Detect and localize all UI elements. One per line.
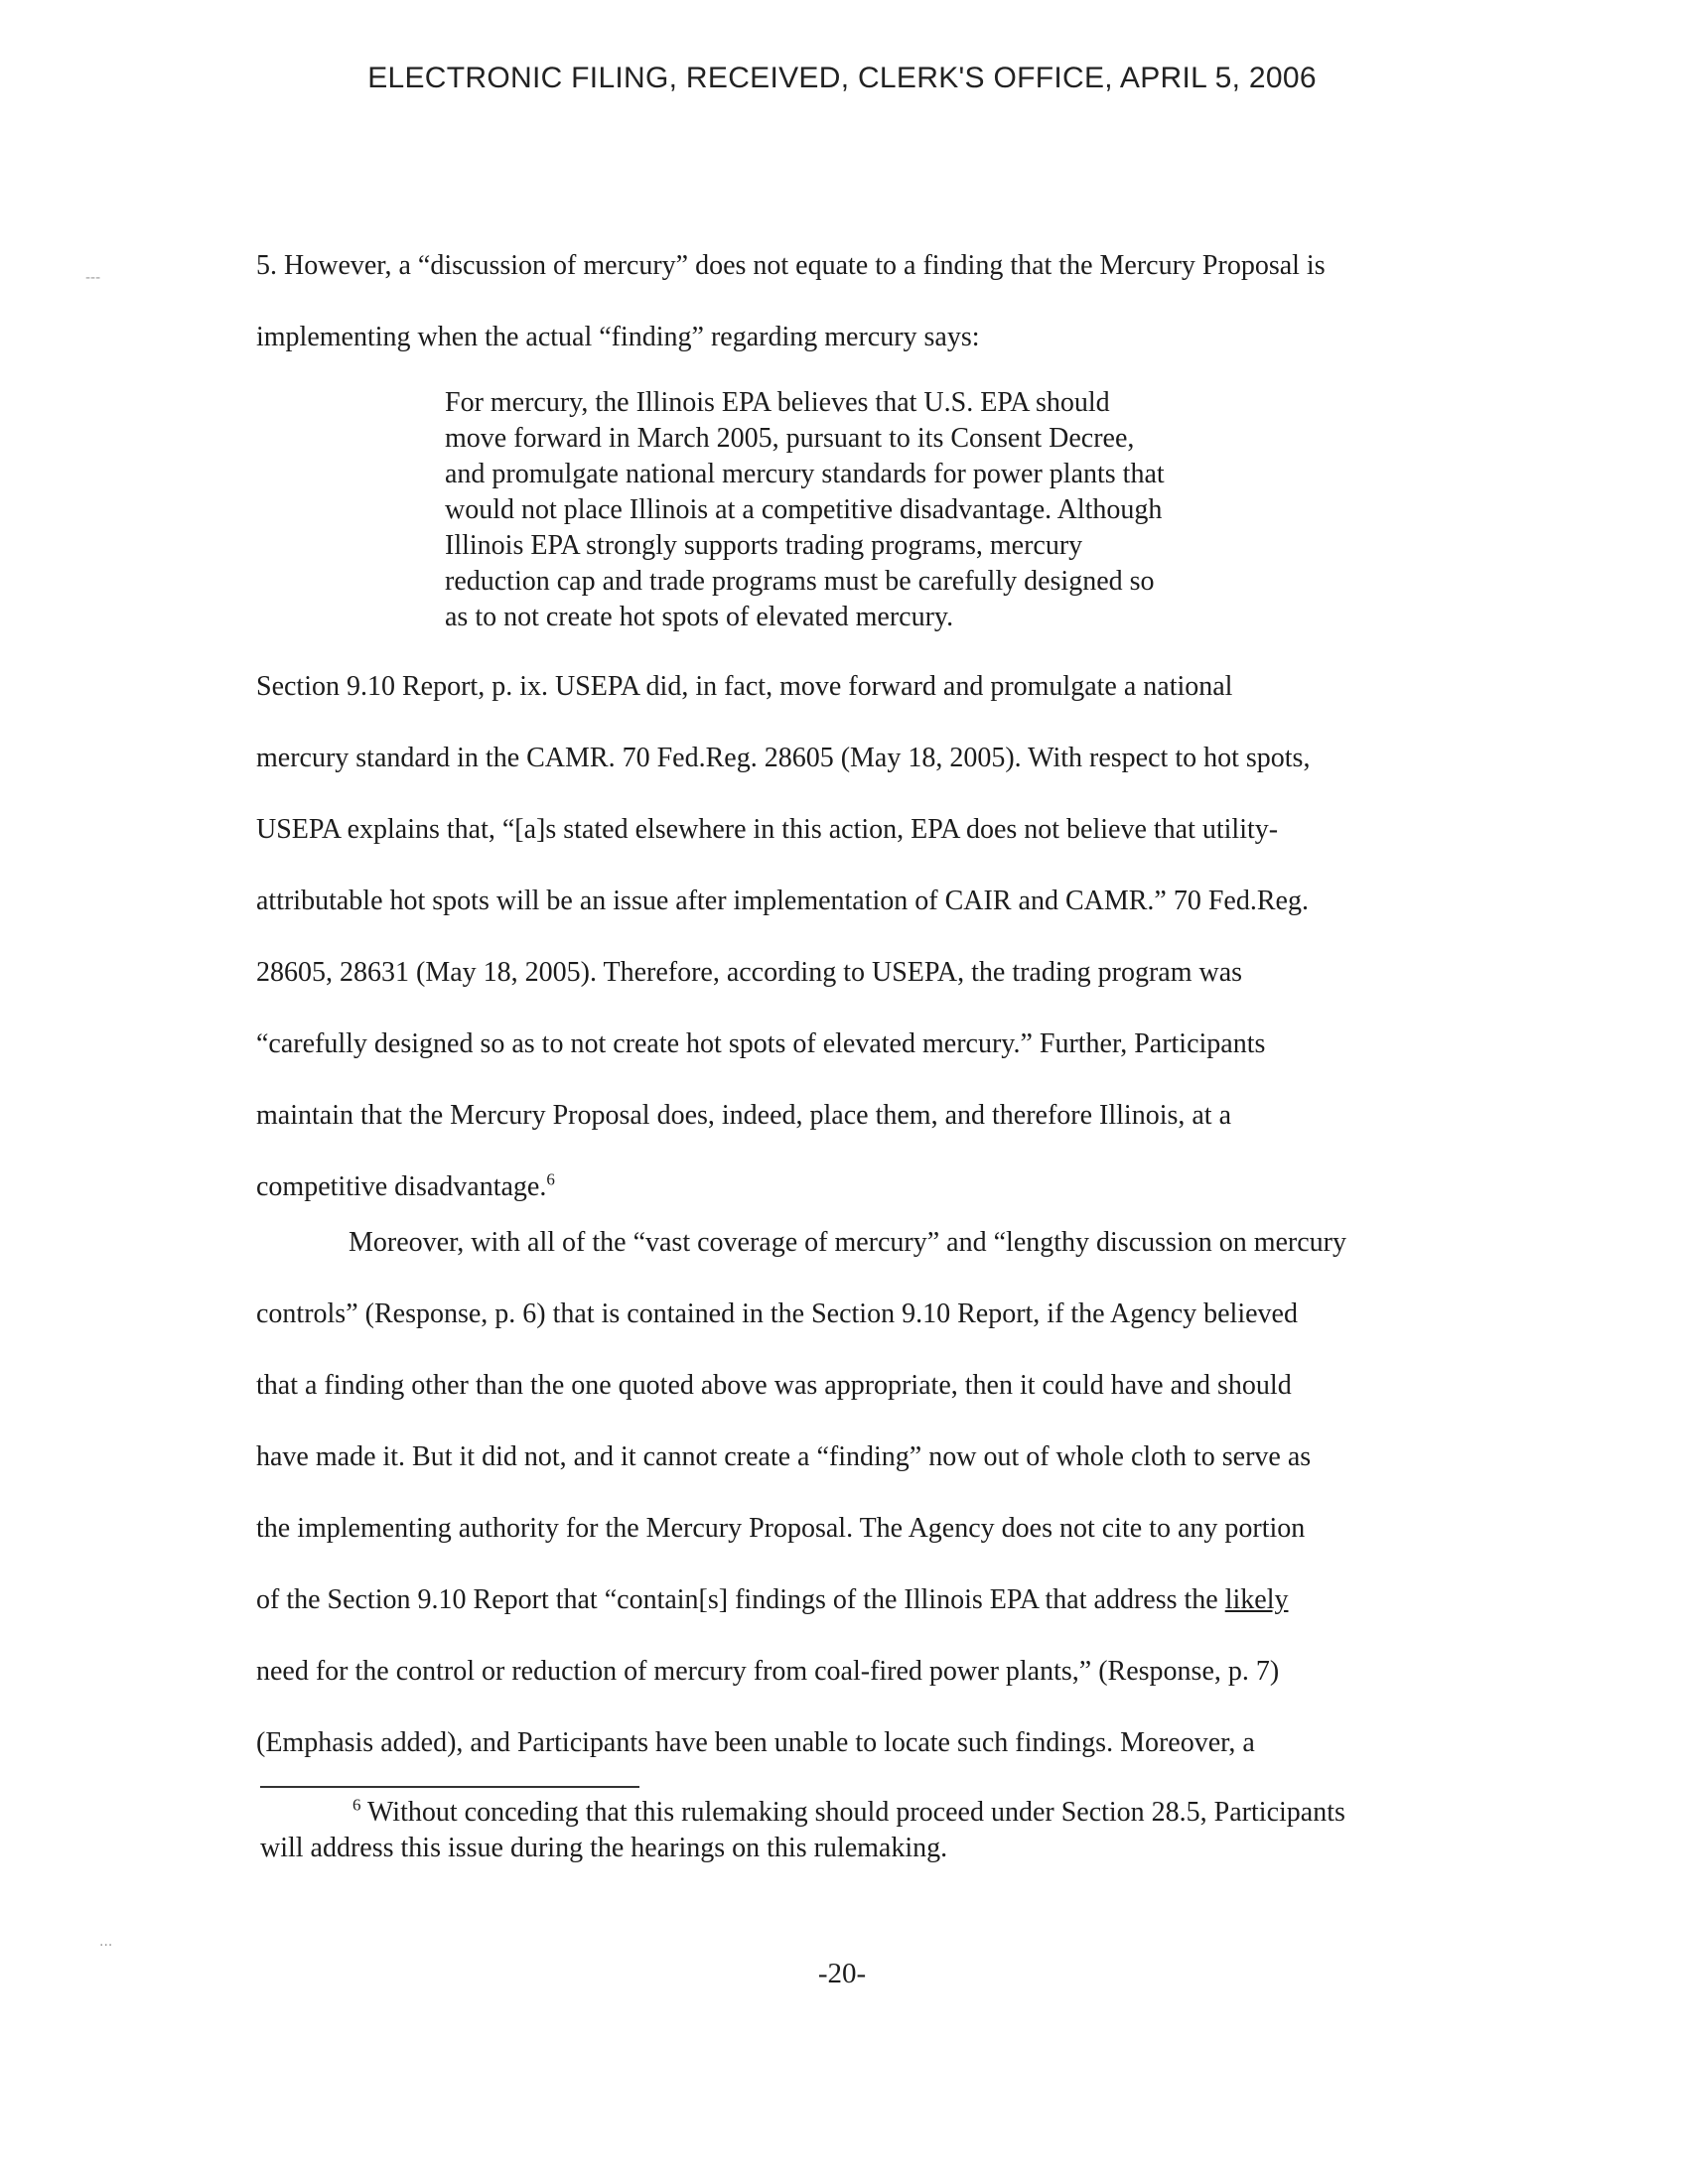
- quote-line: Illinois EPA strongly supports trading programs, mercury: [445, 530, 1083, 561]
- paragraph-moreover: [256, 1207, 1487, 1779]
- paragraph-text: of the Section 9.10 Report that “contain[s] findings of the Illinois EPA that address the: [256, 1584, 1225, 1615]
- paragraph-citation: [256, 651, 1487, 1223]
- paragraph-line: implementing when the actual “finding” regarding mercury says:: [256, 322, 980, 352]
- paragraph-line: 5. However, a “discussion of mercury” does not equate to a finding that the Mercury Proposal is: [256, 250, 1326, 281]
- paragraph-line: Moreover, with all of the “vast coverage of mercury” and “lengthy discussion on mercury: [349, 1227, 1346, 1258]
- quote-line: reduction cap and trade programs must be carefully designed so: [445, 566, 1155, 597]
- paragraph-line: need for the control or reduction of mercury from coal-fired power plants,” (Response, p. 7): [256, 1656, 1280, 1687]
- quote-line: move forward in March 2005, pursuant to its Consent Decree,: [445, 423, 1135, 454]
- footnote-divider: [260, 1786, 639, 1788]
- paragraph-text: competitive disadvantage.: [256, 1171, 547, 1202]
- paragraph-5: [256, 230, 1487, 373]
- footnote-line: will address this issue during the hearings on this rulemaking.: [260, 1833, 948, 1863]
- paragraph-line: that a finding other than the one quoted above was appropriate, then it could have and should: [256, 1370, 1292, 1401]
- footnote-marker: 6: [352, 1795, 361, 1815]
- block-quote: [445, 385, 1279, 635]
- quote-line: would not place Illinois at a competitive disadvantage. Although: [445, 494, 1163, 525]
- margin-mark: ...: [99, 1934, 113, 1950]
- margin-mark: ---: [85, 270, 101, 286]
- footnote-reference: 6: [546, 1169, 555, 1189]
- filing-stamp-header: ELECTRONIC FILING, RECEIVED, CLERK'S OFFICE, APRIL 5, 2006: [367, 62, 1317, 94]
- quote-line: and promulgate national mercury standards for power plants that: [445, 459, 1165, 489]
- footnote-line: [260, 1795, 1491, 1831]
- paragraph-line: have made it. But it did not, and it cannot create a “finding” now out of whole cloth to serve as: [256, 1441, 1312, 1472]
- quote-line: as to not create hot spots of elevated mercury.: [445, 602, 954, 632]
- emphasized-word: likely: [1224, 1584, 1289, 1615]
- paragraph-line: [256, 1565, 1487, 1636]
- paragraph-line: maintain that the Mercury Proposal does, indeed, place them, and therefore Illinois, at a: [256, 1100, 1232, 1131]
- paragraph-line: attributable hot spots will be an issue after implementation of CAIR and CAMR.” 70 Fed.Reg.: [256, 886, 1309, 916]
- paragraph-line: the implementing authority for the Mercury Proposal. The Agency does not cite to any portion: [256, 1513, 1306, 1544]
- paragraph-line: controls” (Response, p. 6) that is contained in the Section 9.10 Report, if the Agency believed: [256, 1298, 1298, 1329]
- paragraph-line: 28605, 28631 (May 18, 2005). Therefore, according to USEPA, the trading program was: [256, 957, 1243, 988]
- quote-line: For mercury, the Illinois EPA believes that U.S. EPA should: [445, 387, 1110, 418]
- paragraph-line: Section 9.10 Report, p. ix. USEPA did, in fact, move forward and promulgate a national: [256, 671, 1233, 702]
- page-number: -20-: [817, 1958, 867, 1989]
- paragraph-line: USEPA explains that, “[a]s stated elsewhere in this action, EPA does not believe that utility-: [256, 814, 1279, 845]
- footnote-text: Without conceding that this rulemaking should proceed under Section 28.5, Participants: [360, 1797, 1345, 1828]
- footnote: [260, 1795, 1491, 1866]
- paragraph-line: mercury standard in the CAMR. 70 Fed.Reg. 28605 (May 18, 2005). With respect to hot spots,: [256, 743, 1311, 773]
- paragraph-line: (Emphasis added), and Participants have been unable to locate such findings. Moreover, a: [256, 1727, 1255, 1758]
- paragraph-line: “carefully designed so as to not create hot spots of elevated mercury.” Further, Participants: [256, 1028, 1266, 1059]
